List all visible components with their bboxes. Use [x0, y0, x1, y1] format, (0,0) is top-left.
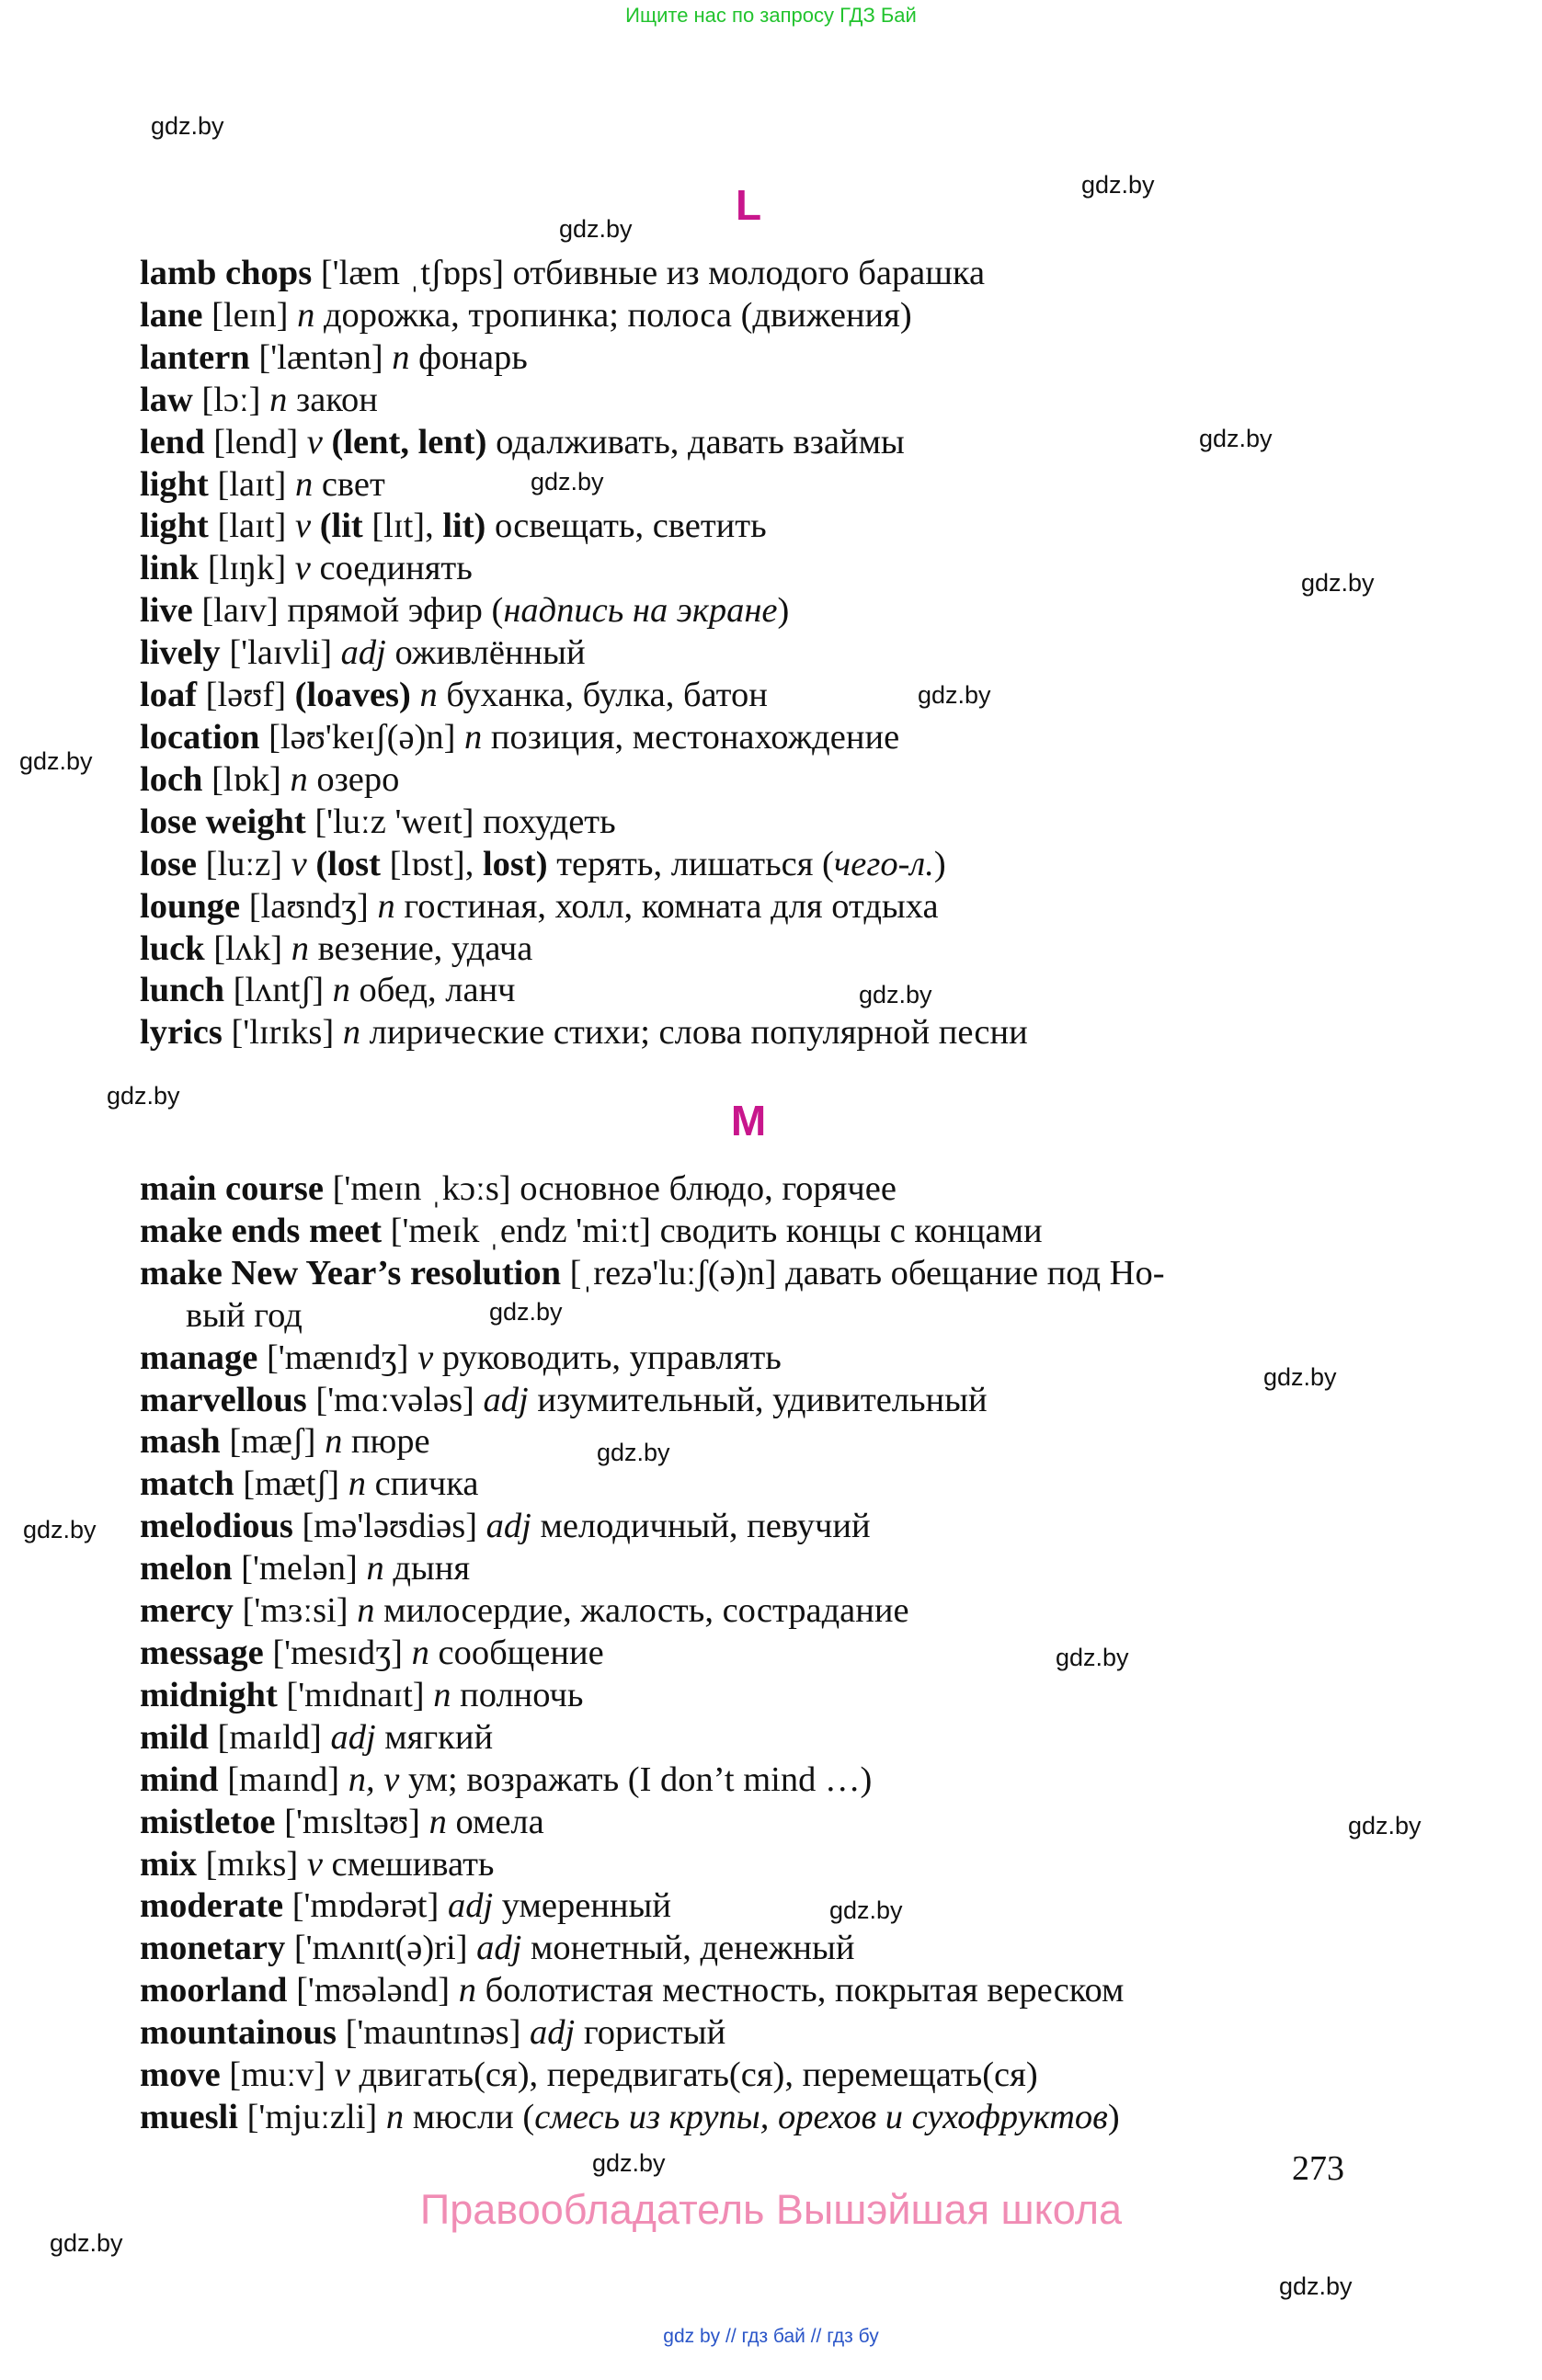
definition-text: буханка, булка, батон — [437, 676, 768, 715]
watermark: gdz.by — [918, 681, 991, 709]
headword: location — [140, 717, 260, 757]
definition-text: ['mɜːsi] — [233, 1591, 358, 1631]
grammar-label: adj — [340, 633, 386, 673]
watermark: gdz.by — [559, 215, 633, 243]
watermark: gdz.by — [531, 468, 604, 495]
headword: live — [140, 591, 193, 631]
headword: light — [140, 507, 209, 546]
glossary-entry — [140, 1012, 1372, 1054]
definition-text: дыня — [383, 1549, 471, 1589]
definition-text: [mɪks] — [197, 1844, 307, 1884]
definition-text: ['mauntɪnəs] — [336, 2013, 531, 2053]
headword: (lit — [319, 507, 363, 546]
grammar-label: adj — [330, 1717, 376, 1757]
watermark: gdz.by — [107, 1082, 180, 1110]
definition-text: [ləʊ'keɪʃ(ə)n] — [259, 717, 465, 757]
definition-text: ['mænɪdʒ] — [257, 1338, 418, 1377]
definition-text: [mætʃ] — [234, 1464, 348, 1504]
glossary-entry — [140, 1590, 1372, 1633]
rights-holder-note: Правообладатель Вышэйшая школа — [419, 2186, 1123, 2233]
definition-text: [lend] — [204, 422, 307, 461]
glossary-entry — [140, 1675, 1372, 1717]
definition-text: [leɪn] — [202, 295, 298, 335]
grammar-label: смесь из крупы, орехов и сухофруктов — [534, 2097, 1108, 2136]
definition-text: [laɪt] — [208, 507, 295, 546]
grammar-label: v — [417, 1338, 434, 1377]
headword: (loaves) — [294, 676, 411, 715]
glossary-entry — [140, 1844, 1372, 1886]
definition-text: вый год — [186, 1295, 303, 1335]
headword: lane — [140, 295, 203, 335]
grammar-label: n — [269, 380, 288, 419]
definition-text — [307, 845, 316, 883]
definition-text: мелодичный, певучий — [531, 1507, 871, 1546]
glossary-entry — [140, 548, 1372, 590]
headword: (lost — [315, 844, 381, 883]
definition-text: одалживать, давать взаймы — [486, 422, 905, 461]
glossary-entry — [140, 1970, 1372, 2012]
headword: light — [140, 464, 209, 504]
watermark: gdz.by — [50, 2229, 123, 2257]
definition-text: ['mʊələnd] — [287, 1971, 459, 2010]
definition-text: двигать(ся), передвигать(ся), перемещать(ся) — [349, 2055, 1038, 2095]
definition-text: дорожка, тропинка; полоса (движения) — [314, 295, 912, 335]
definition-text: [maɪnd] — [218, 1759, 348, 1799]
definition-text: позиция, местонахождение — [482, 717, 900, 757]
definition-text: ['laɪvli] — [220, 633, 341, 673]
headword: monetary — [140, 1929, 286, 1968]
definition-text: болотистая местность, покрытая вереском — [475, 1971, 1125, 2010]
grammar-label: v — [334, 2055, 350, 2095]
headword: make ends meet — [140, 1211, 383, 1250]
definition-text — [311, 507, 320, 545]
grammar-label: n — [297, 295, 315, 335]
watermark: gdz.by — [19, 747, 93, 775]
definition-text — [323, 423, 332, 461]
definition-text: [lʌntʃ] — [224, 971, 333, 1010]
headword: mercy — [140, 1591, 234, 1631]
glossary-entry — [140, 1633, 1372, 1675]
definition-text: полночь — [451, 1675, 584, 1714]
top-search-note: Ищите нас по запросу ГДЗ Бай — [625, 4, 917, 27]
headword: lost) — [482, 844, 548, 883]
definition-text: оживлённый — [385, 633, 586, 673]
grammar-label: n, v — [348, 1759, 400, 1799]
glossary-entry — [140, 970, 1372, 1012]
glossary-section-m — [140, 1168, 1372, 2139]
grammar-label: adj — [485, 1507, 531, 1546]
grammar-label: v — [306, 1844, 323, 1884]
grammar-label: adj — [483, 1380, 529, 1419]
watermark: gdz.by — [1081, 171, 1155, 199]
definition-text: терять, лишаться ( — [547, 844, 834, 883]
grammar-label: n — [357, 1591, 375, 1631]
headword: mash — [140, 1422, 221, 1462]
headword: marvellous — [140, 1380, 307, 1419]
headword: luck — [140, 928, 205, 968]
headword: lantern — [140, 337, 250, 377]
glossary-entry — [140, 2055, 1372, 2097]
definition-text: ['mɪsltəʊ] — [275, 1802, 429, 1841]
definition-text: освещать, светить — [485, 507, 767, 546]
grammar-label: n — [366, 1549, 384, 1589]
definition-text: [laʊndʒ] — [240, 886, 378, 926]
grammar-label: v — [294, 507, 312, 546]
grammar-label: n — [348, 1464, 366, 1504]
headword: lounge — [140, 886, 241, 926]
glossary-entry — [140, 422, 1372, 464]
headword: melon — [140, 1549, 233, 1589]
glossary-entry — [140, 1717, 1372, 1759]
definition-text: мягкий — [375, 1717, 494, 1757]
definition-text: ['læm ˌtʃɒps] отбивные из молодого барашка — [312, 254, 986, 292]
headword: muesli — [140, 2097, 238, 2136]
definition-text: лирические стихи; слова популярной песни — [360, 1013, 1028, 1053]
definition-text: [lʌk] — [204, 928, 291, 968]
headword: lively — [140, 633, 221, 673]
glossary-entry — [140, 1463, 1372, 1506]
definition-text: [maɪld] — [208, 1717, 331, 1757]
glossary-entry — [140, 2097, 1372, 2139]
grammar-label: n — [411, 1633, 429, 1672]
definition-text: ['lɪrɪks] — [222, 1013, 343, 1053]
headword: loch — [140, 759, 203, 799]
definition-text: мюсли ( — [404, 2097, 535, 2136]
grammar-label: надпись на экране — [503, 591, 778, 631]
grammar-label: n — [291, 928, 309, 968]
watermark: gdz.by — [1199, 425, 1273, 452]
watermark: gdz.by — [23, 1516, 97, 1543]
grammar-label: v — [294, 549, 311, 588]
definition-text: руководить, управлять — [433, 1338, 782, 1377]
definition-text: ['mɪdnaɪt] — [277, 1675, 434, 1714]
watermark: gdz.by — [597, 1439, 670, 1466]
glossary-entry — [140, 1802, 1372, 1844]
headword: main course — [140, 1169, 324, 1208]
headword: midnight — [140, 1675, 278, 1714]
definition-text: ['mɑːvələs] — [306, 1380, 484, 1419]
glossary-entry — [140, 380, 1372, 422]
watermark: gdz.by — [1263, 1363, 1337, 1391]
grammar-label: n — [332, 971, 350, 1010]
definition-text: [mə'ləʊdiəs] — [292, 1507, 486, 1546]
watermark: gdz.by — [1301, 569, 1375, 597]
watermark: gdz.by — [859, 981, 932, 1008]
glossary-entry-continuation — [140, 1295, 1372, 1338]
headword: manage — [140, 1338, 258, 1377]
definition-text: [mæʃ] — [220, 1422, 326, 1462]
glossary-entry — [140, 1506, 1372, 1548]
watermark: gdz.by — [592, 2149, 666, 2177]
headword: lend — [140, 422, 205, 461]
grammar-label: n — [290, 759, 308, 799]
headword: lit) — [442, 507, 486, 546]
definition-text: [lɒst], — [380, 844, 483, 883]
definition-text: ['mjuːzli] — [237, 2097, 386, 2136]
glossary-entry — [140, 506, 1372, 548]
definition-text: смешивать — [322, 1844, 495, 1884]
definition-text: ['meɪn ˌkɔːs] основное блюдо, горячее — [323, 1169, 897, 1208]
glossary-entry — [140, 1928, 1372, 1970]
headword: lose — [140, 844, 198, 883]
watermark: gdz.by — [829, 1896, 903, 1924]
definition-text: [ləʊf] — [197, 676, 295, 715]
section-letter-m: M — [730, 1097, 767, 1144]
headword: mistletoe — [140, 1802, 276, 1841]
definition-text: озеро — [307, 759, 400, 799]
grammar-label: n — [464, 717, 483, 757]
glossary-entry — [140, 1168, 1372, 1211]
definition-text: умеренный — [493, 1886, 671, 1926]
grammar-label: чего-л. — [833, 844, 934, 883]
headword: mountainous — [140, 2013, 337, 2053]
headword: moorland — [140, 1971, 288, 2010]
definition-text: ['luːz 'weɪt] похудеть — [305, 802, 616, 841]
headword: make New Year’s resolution — [140, 1253, 561, 1292]
grammar-label: adj — [447, 1886, 494, 1926]
glossary-entry — [140, 295, 1372, 337]
definition-text: ['melən] — [232, 1549, 367, 1589]
glossary-entry — [140, 1759, 1372, 1802]
glossary-entry — [140, 1421, 1372, 1463]
grammar-label: v — [291, 844, 307, 883]
grammar-label: n — [342, 1013, 361, 1053]
headword: move — [140, 2055, 221, 2095]
watermark: gdz.by — [151, 112, 224, 140]
section-letter-l: L — [735, 181, 762, 229]
definition-text: везение, удача — [308, 928, 533, 968]
definition-text: [laɪt] — [208, 464, 295, 504]
watermark: gdz.by — [489, 1298, 563, 1326]
headword: lose weight — [140, 802, 306, 841]
grammar-label: n — [392, 337, 410, 377]
glossary-entry — [140, 1380, 1372, 1422]
definition-text: обед, ланч — [349, 971, 516, 1010]
definition-text: соединять — [310, 549, 473, 588]
definition-text: ['meɪk ˌendz 'miːt] сводить концы с концами — [382, 1211, 1043, 1250]
grammar-label: n — [419, 676, 438, 715]
definition-text: [lɔː] — [192, 380, 270, 419]
definition-text: ['mɒdərət] — [283, 1886, 448, 1926]
headword: link — [140, 549, 200, 588]
watermark: gdz.by — [1279, 2272, 1353, 2300]
glossary-entry — [140, 1211, 1372, 1253]
glossary-entry — [140, 464, 1372, 507]
grammar-label: n — [433, 1675, 451, 1714]
headword: mix — [140, 1844, 198, 1884]
headword: match — [140, 1464, 234, 1504]
definition-text: [muːv] — [220, 2055, 335, 2095]
grammar-label: n — [325, 1422, 343, 1462]
definition-text: сообщение — [428, 1633, 604, 1672]
glossary-entry — [140, 590, 1372, 632]
headword: loaf — [140, 676, 198, 715]
grammar-label: n — [385, 2097, 405, 2136]
definition-text: ['mesɪdʒ] — [263, 1633, 412, 1672]
glossary-entry — [140, 1338, 1372, 1380]
definition-text: закон — [287, 380, 378, 419]
glossary-entry — [140, 632, 1372, 675]
headword: moderate — [140, 1886, 284, 1926]
page-number: 273 — [1292, 2149, 1344, 2188]
grammar-label: n — [458, 1971, 476, 2010]
headword: (lent, lent) — [331, 422, 487, 461]
definition-text: омела — [446, 1802, 544, 1841]
glossary-entry — [140, 1885, 1372, 1928]
glossary-entry — [140, 717, 1372, 759]
definition-text: ['læntən] — [249, 337, 393, 377]
glossary-entry — [140, 886, 1372, 928]
grammar-label: adj — [530, 2013, 576, 2053]
grammar-label: n — [294, 464, 314, 504]
watermark: gdz.by — [1056, 1644, 1129, 1671]
definition-text: ум; возражать (I don’t mind …) — [399, 1759, 873, 1799]
headword: lyrics — [140, 1013, 223, 1053]
grammar-label: n — [428, 1802, 447, 1841]
glossary-entry — [140, 1253, 1372, 1295]
grammar-label: v — [306, 422, 323, 461]
headword: lunch — [140, 971, 225, 1010]
footer-links[interactable]: gdz by // гдз бай // гдз бу — [663, 2326, 879, 2347]
definition-text: [laɪv] прямой эфир ( — [192, 591, 504, 631]
glossary-entry — [140, 1548, 1372, 1590]
headword: mind — [140, 1759, 219, 1799]
definition-text: [lɪt], — [362, 507, 443, 546]
glossary-entry — [140, 2012, 1372, 2055]
grammar-label: adj — [476, 1929, 522, 1968]
glossary-entry — [140, 337, 1372, 380]
glossary-entry — [140, 928, 1372, 971]
headword: message — [140, 1633, 264, 1672]
headword: lamb chops — [140, 254, 313, 292]
headword: law — [140, 380, 193, 419]
definition-text: ) — [1107, 2097, 1120, 2136]
headword: melodious — [140, 1507, 293, 1546]
definition-text: гористый — [575, 2013, 726, 2053]
headword: mild — [140, 1717, 209, 1757]
definition-text: пюре — [342, 1422, 430, 1462]
definition-text: ['mʌnɪt(ə)ri] — [285, 1929, 477, 1968]
definition-text: [lɪŋk] — [199, 549, 295, 588]
glossary-entry — [140, 844, 1372, 886]
definition-text: свет — [313, 464, 385, 504]
definition-text: [lɒk] — [202, 759, 291, 799]
glossary-entry — [140, 253, 1372, 295]
glossary-entry — [140, 675, 1372, 717]
glossary-entry — [140, 802, 1372, 844]
definition-text: гостиная, холл, комната для отдыха — [394, 886, 939, 926]
definition-text: милосердие, жалость, сострадание — [374, 1591, 909, 1631]
glossary-entry — [140, 759, 1372, 802]
definition-text: ) — [933, 844, 946, 883]
definition-text: спичка — [365, 1464, 479, 1504]
watermark: gdz.by — [1348, 1812, 1422, 1839]
definition-text: изумительный, удивительный — [528, 1380, 988, 1419]
definition-text: [ˌrezə'luːʃ(ə)n] давать обещание под Но- — [561, 1253, 1165, 1292]
definition-text: [luːz] — [197, 844, 291, 883]
grammar-label: n — [377, 886, 395, 926]
definition-text: фонарь — [409, 337, 528, 377]
definition-text: ) — [777, 591, 790, 631]
definition-text: монетный, денежный — [521, 1929, 855, 1968]
glossary-section-l — [140, 253, 1372, 1054]
